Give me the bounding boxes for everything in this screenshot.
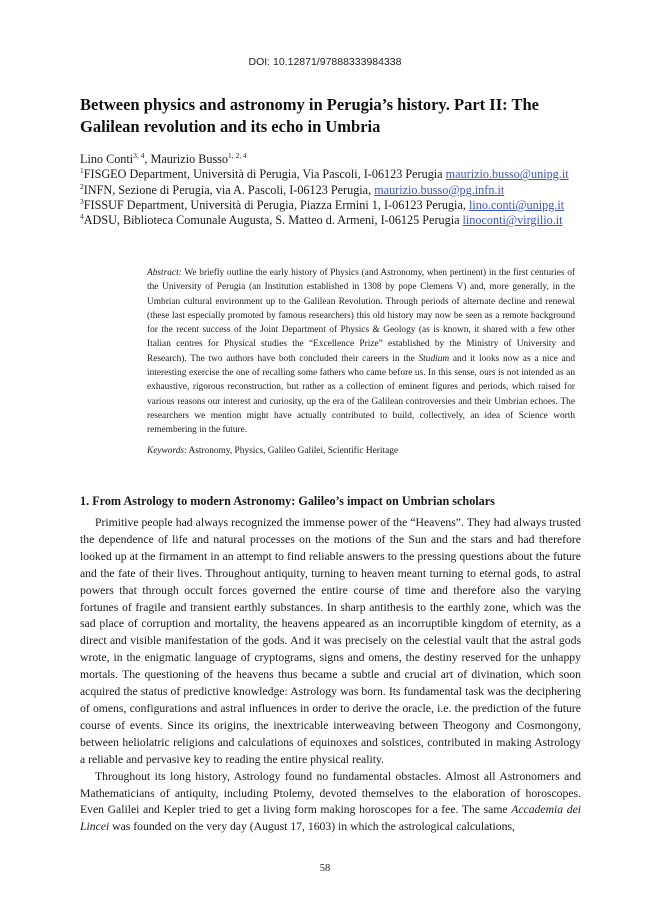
body-paragraph [80,769,581,837]
abstract-block [147,266,575,458]
body-text [80,515,581,836]
affiliation-line [80,198,600,213]
author-affiliation-marks: 1, 2, 4 [228,150,247,160]
abstract-text: We briefly outline the early history of Physics (and Astronomy, when pertinent) in the first centuries of the University of Perugia (an Institution established in 1308 by pope Clemens V) and, more generally, in the Umbrian cultural environment up to the Galilean Revolution. Through periods of alternate decline and renewal (these last especially promoted by famous researchers) this old history may now be seen as a remote background for the recent success of the Joint Department of Physics & Geology (as is known, it shared with a few other Italian centres for Physical studies the “Excellence Prize” established by the Ministry of University and Research). The two authors have both concluded their careers in the [147,268,575,364]
affiliation-number: 3 [80,196,84,206]
keywords-label: Keywords [147,445,185,456]
author-name: Maurizio Busso [150,152,229,166]
keywords-text: : Astronomy, Physics, Galileo Galilei, Scientific Heritage [184,445,399,456]
affiliation-line [80,167,600,182]
keywords-line [147,444,575,458]
affiliation-line [80,213,600,228]
affiliation-text: FISGEO Department, Università di Perugia, Via Pascoli, I-06123 Perugia [83,167,446,182]
author-name: Lino Conti [80,152,134,166]
author-affiliation-marks: 3, 4 [133,150,145,160]
affiliation-text: ADSU, Biblioteca Comunale Augusta, S. Matteo d. Armeni, I-06125 Perugia [83,213,463,228]
author-line [80,152,600,167]
affiliation-number: 1 [80,166,84,176]
body-text-span: Throughout its long history, Astrology found no fundamental obstacles. Almost all Astronomers and Mathematicians of antiquity, including Ptolemy, devoted themselves to the elaboration of horoscopes. Even Galilei and Kepler tried to get a living form making horoscopes for a fee. The same [80,769,581,817]
section-heading: 1. From Astrology to modern Astronomy: Galileo’s impact on Umbrian scholars [80,494,495,508]
abstract-italic-term: Studium [418,353,450,364]
body-text-span: was founded on the very day (August 17, 1603) in which the astrological calculations, [109,820,515,834]
email-link[interactable]: maurizio.busso@unipg.it [445,167,569,182]
doi-line: DOI: 10.12871/97888333984338 [248,56,402,68]
affiliation-text: INFN, Sezione di Perugia, via A. Pascoli, I-06123 Perugia, [83,182,375,197]
email-link[interactable]: linoconti@virgilio.it [462,213,563,228]
body-italic-term: Accademia dei Lincei [80,803,581,834]
affiliation-text: FISSUF Department, Università di Perugia, Piazza Ermini 1, I-06123 Perugia, [83,197,469,212]
affiliation-number: 2 [80,181,84,191]
affiliation-number: 4 [80,212,84,222]
affiliation-line [80,183,600,198]
paper-title: Between physics and astronomy in Perugia’s history. Part II: The Galilean revolution and its echo in Umbria [80,95,539,136]
email-link[interactable]: maurizio.busso@pg.infn.it [374,182,505,197]
abstract-label: Abstract: [147,268,182,278]
author-block [80,152,600,228]
body-paragraph: Primitive people had always recognized the immense power of the “Heavens”. They had always trusted the dependence of life and natural processes on the motions of the Sun and the stars and had therefore looked up at the firmament in an attempt to find reliable answers to the pressing questions about the future and the fate of their lives. Throughout antiquity, turning to heaven meant turning to eternal gods, to astral powers that through occult forces governed the entire course of time and therefore also the varying fortunes of fragile and transient earthly substances. In sharp antithesis to the earthly zone, which was the sad place of corruption and mortality, the heavens appeared as an incorruptible kingdom of eternity, as a direct and visible manifestation of the gods. And it was precisely on the celestial vault that the astral gods wrote, in the enigmatic language of cryptograms, signs and omens, the destiny reserved for the unhappy mortals. The questioning of the heavens thus became a subtle and crucial art of divination, which soon acquired the status of predictive knowledge: Astrology was born. Its fundamental task was the deciphering of omens, configurations and astral influences in order to derive the oracle, i.e. the prediction of the future course of events. Since its origins, the inextricable interweaving between Theogony and Cosmongony, between heliolatric religions and calculations of equinoxes and solstices, contributed in making Astrology a reliable and pervasive key to reading the entire physical reality. [80,516,581,766]
abstract-text: and it looks now as a nice and interesting exercise the one of recalling some fathers who came before us. In this sense, ours is not intended as an exhaustive, rigorous reconstruction, but rather as a collection of eminent figures and periods, which raised for various reasons our interest and curiosity, up the era of the Galilean controversies and their Umbrian echoes. The researchers we mention might have actually contributed to build, collectively, an idea of Science worth remembering in the future. [147,353,575,436]
abstract-paragraph [147,266,575,438]
author-separator: , [144,152,151,166]
email-link[interactable]: lino.conti@unipg.it [468,197,565,212]
page-number: 58 [319,863,331,874]
